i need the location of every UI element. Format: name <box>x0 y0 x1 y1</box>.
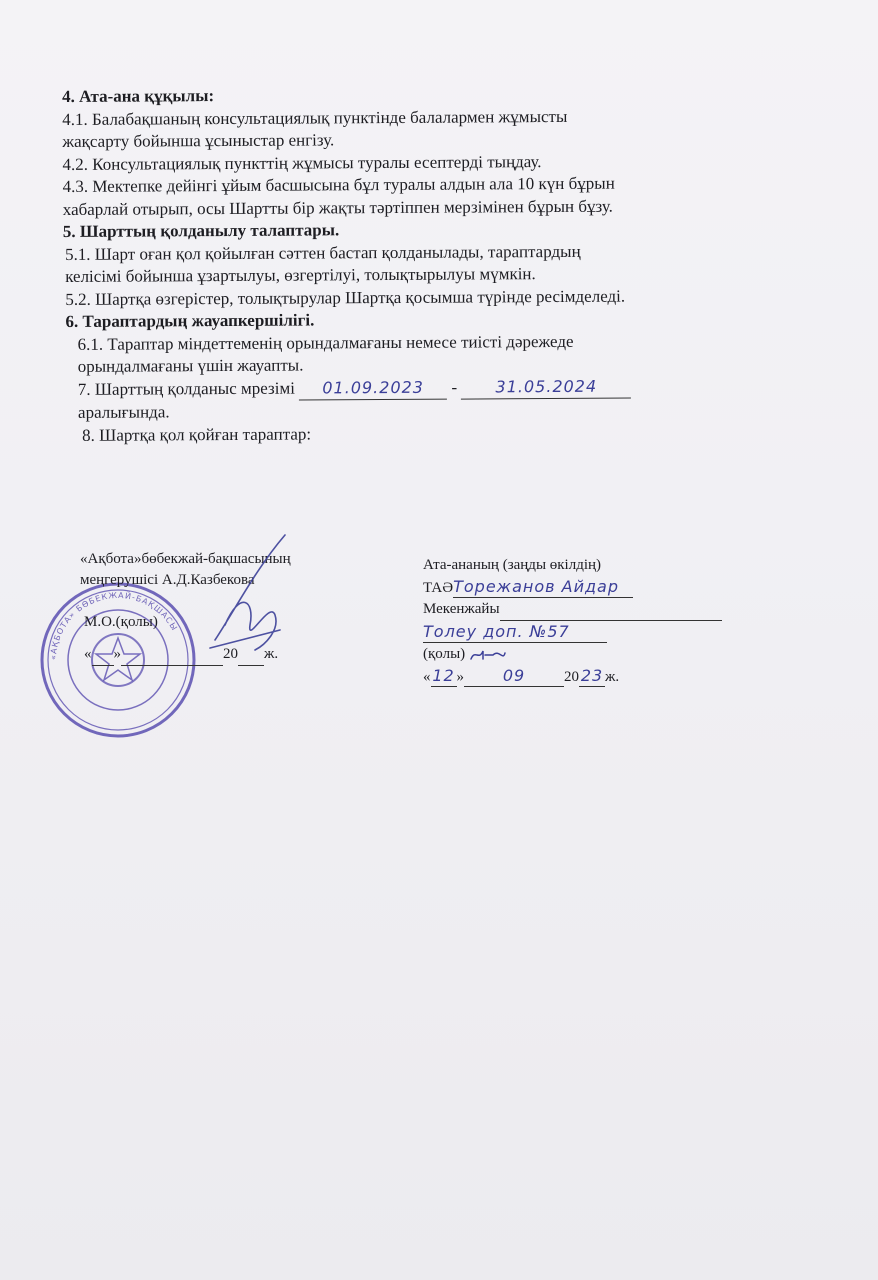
date-from-value: 01.09.2023 <box>299 376 447 400</box>
left-date-mid: » <box>113 646 121 662</box>
section5-p1 <box>63 239 823 289</box>
section6-p1-line1: 6.1. Тараптар міндеттеменің орындалмағаны немесе тиісті дәрежеде <box>77 331 574 354</box>
section6-p1-line2: орындалмағаны үшін жауапты. <box>77 355 304 376</box>
right-party-block <box>423 555 753 688</box>
section4-heading: 4. Ата-ана құқылы: <box>62 86 215 106</box>
section5-p1-line1: 5.1. Шарт оған қол қойылған сәттен бастап қолданылады, тараптардың <box>64 241 581 264</box>
right-name-line <box>423 576 753 599</box>
head-signature <box>195 530 305 660</box>
right-address-label: Мекенжайы <box>423 601 500 617</box>
section6-p1 <box>64 329 824 379</box>
left-party-head: меңгерушісі А.Д.Казбекова <box>80 572 255 588</box>
left-date-open: « <box>84 646 92 662</box>
right-year-suffix: ж. <box>605 669 620 685</box>
right-date-month: 09 <box>464 665 564 687</box>
right-party-title: Ата-ананың (заңды өкілдің) <box>423 557 602 573</box>
right-address-line <box>423 599 753 621</box>
right-name-label: ТАӘ <box>423 580 454 596</box>
section4-p3-line1: 4.3. Мектепке дейінгі ұйым басшысына бұл туралы алдын ала 10 күн бұрын <box>62 173 615 196</box>
left-party-org: «Ақбота»бөбекжай-бақшасының <box>80 551 291 567</box>
right-year-value: 23 <box>580 666 604 685</box>
section7-suffix: аралығында. <box>77 402 170 422</box>
section4-p3-line2: хабарлай отырып, осы Шартты бір жақты тәртіппен мерзімінен бұрын бұзу. <box>62 196 613 219</box>
document-body <box>62 81 824 447</box>
right-quote-close: » <box>456 669 464 685</box>
section4-p3 <box>63 171 823 221</box>
right-address-value: Толеу доп. №57 <box>423 621 607 643</box>
section4-p1 <box>62 104 822 154</box>
section8-heading: 8. Шартқа қол қойған тараптар: <box>82 423 312 445</box>
section7 <box>64 374 824 425</box>
right-sign-label: (қолы) <box>423 646 466 662</box>
section5-p2: 5.2. Шартқа өзгерістер, толықтырулар Шартқа қосымша түрінде ресімделеді. <box>65 286 626 309</box>
right-date-line <box>423 665 753 688</box>
right-name-value: Торежанов Айдар <box>453 576 633 598</box>
left-party-mo: М.О.(қолы) <box>84 614 158 630</box>
section7-prefix: 7. Шарттың қолданыс мрезімі <box>77 378 295 399</box>
right-year-prefix: 20 <box>564 669 579 685</box>
section4-p2: 4.2. Консультациялық пункттің жұмысы туралы есептерді тыңдау. <box>62 151 542 174</box>
right-sign-line <box>423 644 753 665</box>
right-address-blank <box>500 599 722 621</box>
left-date-day-blank <box>92 644 114 666</box>
section5-heading: 5. Шарттың қолданылу талаптары. <box>62 220 340 241</box>
left-year-prefix: 20 <box>223 646 238 662</box>
right-address-value-line <box>423 621 753 644</box>
section5-p1-line2: келісімі бойынша ұзартылуы, өзгертілуі, толықтырылуы мүмкін. <box>65 264 536 286</box>
section7-dash: - <box>451 377 458 397</box>
date-to-value: 31.05.2024 <box>461 375 631 400</box>
stamp-ring-text: «АҚБОТА» БӨБЕКЖАЙ-БАҚШАСЫ <box>48 590 180 661</box>
section6-heading: 6. Тараптардың жауапкершілігі. <box>65 310 315 331</box>
left-year-suffix: ж. <box>264 646 279 662</box>
right-date-day: 12 <box>432 666 455 685</box>
right-quote-open: « <box>423 669 431 685</box>
section4-p1-line2: жақсарту бойынша ұсыныстар енгізу. <box>62 130 335 151</box>
section4-p1-line1: 4.1. Балабақшаның консультациялық пунктінде балалармен жұмысты <box>62 106 568 129</box>
parent-signature <box>469 647 507 663</box>
